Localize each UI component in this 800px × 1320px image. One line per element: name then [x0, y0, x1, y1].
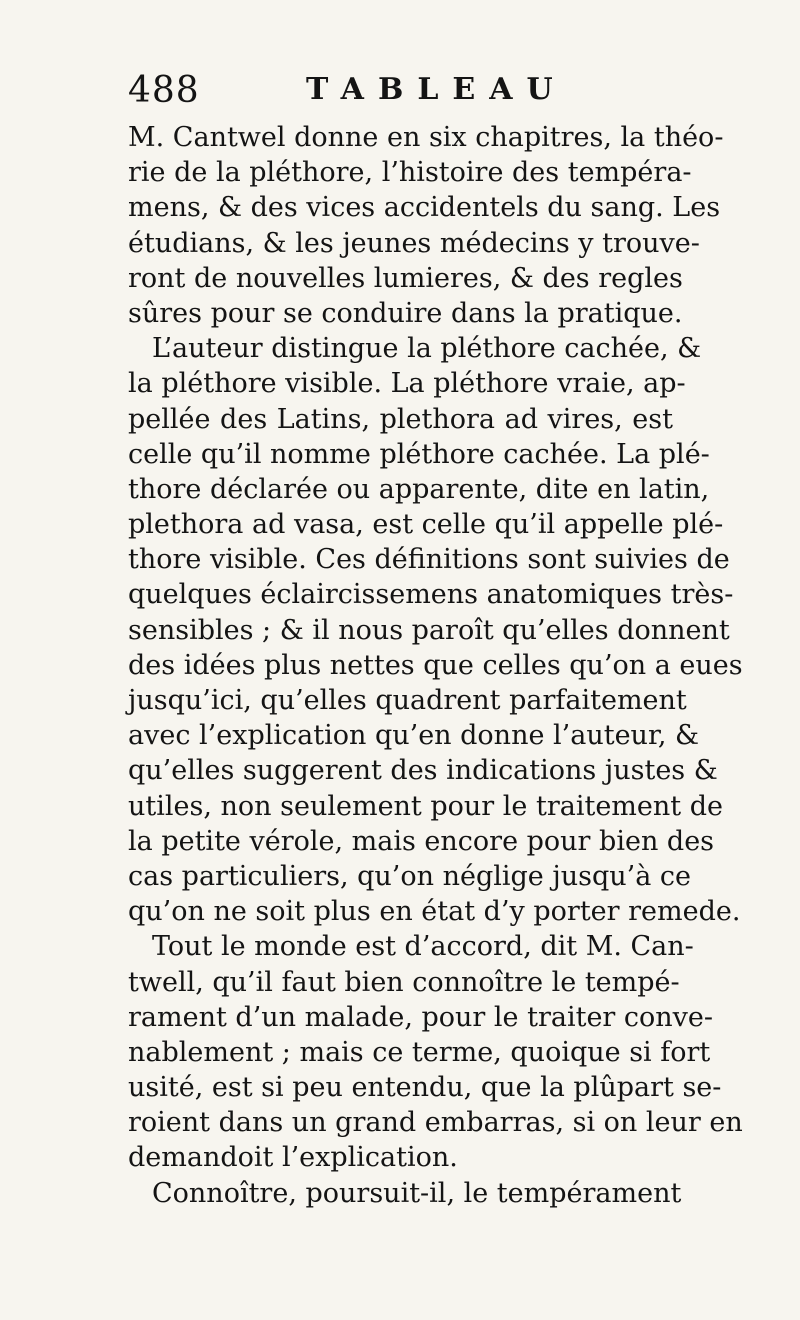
- running-title: TABLEAU: [306, 72, 567, 107]
- text-line: jusqu’ici, qu’elles quadrent parfaitement: [128, 685, 687, 716]
- text-line: sûres pour se conduire dans la pratique.: [128, 297, 683, 329]
- text-line: usité, est si peu entendu, que la plûpart se-: [128, 1072, 722, 1104]
- text-line: pellée des Latins, plethora ad vires, est: [128, 403, 673, 435]
- text-line: roient dans un grand embarras, si on leur en: [128, 1107, 743, 1139]
- text-line: Connoître, poursuit-il, le tempérament: [152, 1177, 682, 1209]
- text-line: plethora ad vasa, est celle qu’il appelle plé-: [128, 509, 724, 541]
- text-line: M. Cantwel donne en six chapitres, la théo-: [128, 122, 724, 153]
- text-line: ront de nouvelles lumieres, & des regles: [128, 262, 683, 294]
- text-line: quelques éclaircissemens anatomiques très-: [128, 579, 734, 611]
- text-line: sensibles ; & il nous paroît qu’elles donnent: [128, 614, 730, 646]
- text-line: twell, qu’il faut bien connoître le tempé-: [128, 966, 680, 998]
- text-line: avec l’explication qu’en donne l’auteur, &: [128, 720, 700, 752]
- text-line: qu’elles suggerent des indications justes &: [128, 755, 718, 787]
- text-line: nablement ; mais ce terme, quoique si fort: [128, 1036, 711, 1068]
- text-line: demandoit l’explication.: [128, 1142, 458, 1174]
- text-line: mens, & des vices accidentels du sang. Les: [128, 192, 721, 224]
- text-line: utiles, non seulement pour le traitement de: [128, 790, 723, 822]
- text-line: des idées plus nettes que celles qu’on a eues: [128, 649, 743, 681]
- text-line: rament d’un malade, pour le traiter conve-: [128, 1001, 714, 1033]
- text-line: cas particuliers, qu’on néglige jusqu’à ce: [128, 860, 692, 892]
- text-line: rie de la pléthore, l’histoire des tempéra-: [128, 157, 692, 189]
- text-line: Tout le monde est d’accord, dit M. Can-: [152, 931, 694, 963]
- text-line: étudians, & les jeunes médecins y trouve-: [128, 227, 700, 259]
- text-line: la petite vérole, mais encore pour bien des: [128, 825, 715, 857]
- text-line: thore déclarée ou apparente, dite en latin,: [128, 473, 710, 505]
- page-header: [128, 70, 673, 114]
- text-line: qu’on ne soit plus en état d’y porter remede.: [128, 896, 741, 928]
- body-text: [128, 120, 743, 1211]
- text-line: celle qu’il nomme pléthore cachée. La plé-: [128, 438, 710, 470]
- text-line: la pléthore visible. La pléthore vraie, ap-: [128, 368, 686, 400]
- text-line: thore visible. Ces définitions sont suivies de: [128, 544, 730, 576]
- page-number: 488: [128, 70, 200, 111]
- text-line: L’auteur distingue la pléthore cachée, &: [152, 333, 702, 365]
